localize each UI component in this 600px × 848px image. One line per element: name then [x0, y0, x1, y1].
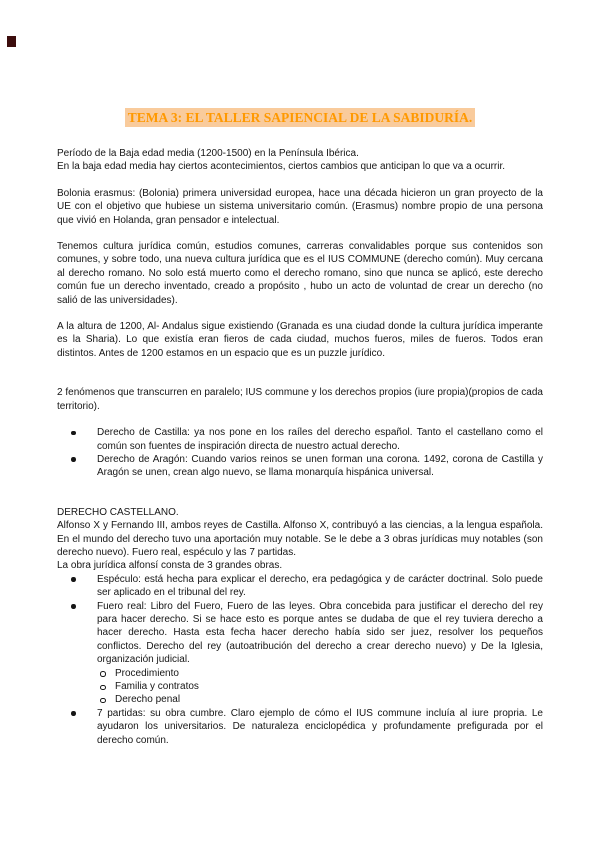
list-item-derecho-castilla [57, 426, 543, 453]
list-item-text: Derecho de Castilla: ya nos pone en los raíles del derecho español. Tanto el castellano como el común son fuentes de inspiración directa de nuestro actual derecho. [97, 427, 543, 452]
paragraph-intro [57, 147, 543, 174]
partidas-bullet-list [57, 707, 543, 747]
fuero-real-sublist [57, 667, 543, 707]
obras-bullet-list [57, 573, 543, 667]
circle-bullet-icon [100, 698, 106, 704]
circle-bullet-icon [100, 671, 106, 677]
sublist-item-text: Derecho penal [115, 694, 181, 706]
bullet-icon [71, 711, 76, 716]
list-item-text: Fuero real: Libro del Fuero, Fuero de las leyes. Obra concebida para justificar el derecho del rey para hacer derecho. Si se hace esto es porque antes se dudaba de que el rey tuviera derecho a hacer derecho. Hasta esta fecha hacer derecho había sido ser juez, resolver los pequeños conflictos. Derecho del rey (autoatribución del derecho a crear derecho nuevo) y De la Iglesia, organización judicial. [97, 600, 543, 666]
paragraph-al-andalus: A la altura de 1200, Al- Andalus sigue existiendo (Granada es una ciudad donde la cultura jurídica imperante es la Sharia). Lo que existía eran fieros de cada ciudad, muchos fueros, miles de fueros. Todos eran distintos. Antes de 1200 estamos en un espacio que es un puzzle jurídico. [57, 321, 543, 359]
intro-line-2: En la baja edad media hay ciertos acontecimientos, ciertos cambios que anticipan lo que va a ocurrir. [57, 161, 506, 173]
list-item-text: Espéculo: está hecha para explicar el derecho, era pedagógica y de carácter doctrinal. Solo puede ser aplicado en el tribunal del rey. [97, 573, 543, 599]
paragraph-alfonso: Alfonso X y Fernando III, ambos reyes de Castilla. Alfonso X, contribuyó a las ciencias, a la lengua española. En el mundo del derecho tuvo una aportación muy notable. Se le debe a 3 obras jurídicas muy notables (son derecho nuevo). Fuero real, espéculo y las 7 partidas. [57, 520, 543, 558]
list-item-7-partidas [57, 707, 543, 747]
circle-bullet-icon [100, 685, 106, 691]
fenomenos-bullet-list [57, 426, 543, 480]
sublist-item-familia-contratos [57, 680, 543, 693]
bullet-icon [71, 457, 76, 462]
list-item-especulo [57, 573, 543, 600]
page-title-highlight: TEMA 3: EL TALLER SAPIENCIAL DE LA SABIDURÍA. [125, 108, 476, 127]
page-title [57, 106, 543, 128]
sublist-item-derecho-penal [57, 693, 543, 706]
paragraph-obra-juridica: La obra jurídica alfonsí consta de 3 grandes obras. [57, 560, 283, 572]
list-item-fuero-real [57, 600, 543, 667]
bullet-icon [71, 577, 76, 582]
paragraph-dos-fenomenos: 2 fenómenos que transcurren en paralelo; IUS commune y los derechos propios (iure propia)(propios de cada territorio). [57, 387, 543, 412]
corner-scan-artifact [7, 36, 16, 47]
section-heading-derecho-castellano: DERECHO CASTELLANO. [57, 506, 179, 518]
bullet-icon [71, 604, 76, 609]
list-item-derecho-aragon [57, 453, 543, 480]
list-item-text: Derecho de Aragón: Cuando varios reinos se unen forman una corona. 1492, corona de Castilla y Aragón se unen, crean algo nuevo, se llama monarquía hispánica universal. [97, 453, 543, 479]
sublist-item-text: Procedimiento [115, 667, 179, 679]
paragraph-bolonia-erasmus: Bolonia erasmus: (Bolonia) primera universidad europea, hace una década hicieron un gran proyecto de la UE con el objetivo que hubiese un sistema universitario común. (Erasmus) nombre propio de una persona que vivió en Holanda, gran pensador e intelectual. [57, 187, 543, 226]
list-item-text: 7 partidas: su obra cumbre. Claro ejemplo de cómo el IUS commune incluía al iure propria. Le ayudaron los universitarios. De naturaleza enciclopédica y profundamente prefigurada por el derecho común. [97, 707, 543, 746]
sublist-item-text: Familia y contratos [115, 681, 199, 692]
bullet-icon [71, 431, 76, 436]
paragraph-ius-commune: Tenemos cultura jurídica común, estudios comunes, carreras convalidables porque sus contenidos son comunes, y sobre todo, una nueva cultura jurídica que es el IUS COMMUNE (derecho común). Muy cercana al derecho romano. No solo está muerto como el derecho romano, sino que nunca se aplicó, este derecho común fue un derecho inventado, creado a propósito , hubo un acto de voluntad de crear un derecho (no salió de las universidades). [57, 241, 543, 306]
intro-line-1: Período de la Baja edad media (1200-1500) en la Península Ibérica. [57, 148, 359, 159]
sublist-item-procedimiento [57, 667, 543, 680]
